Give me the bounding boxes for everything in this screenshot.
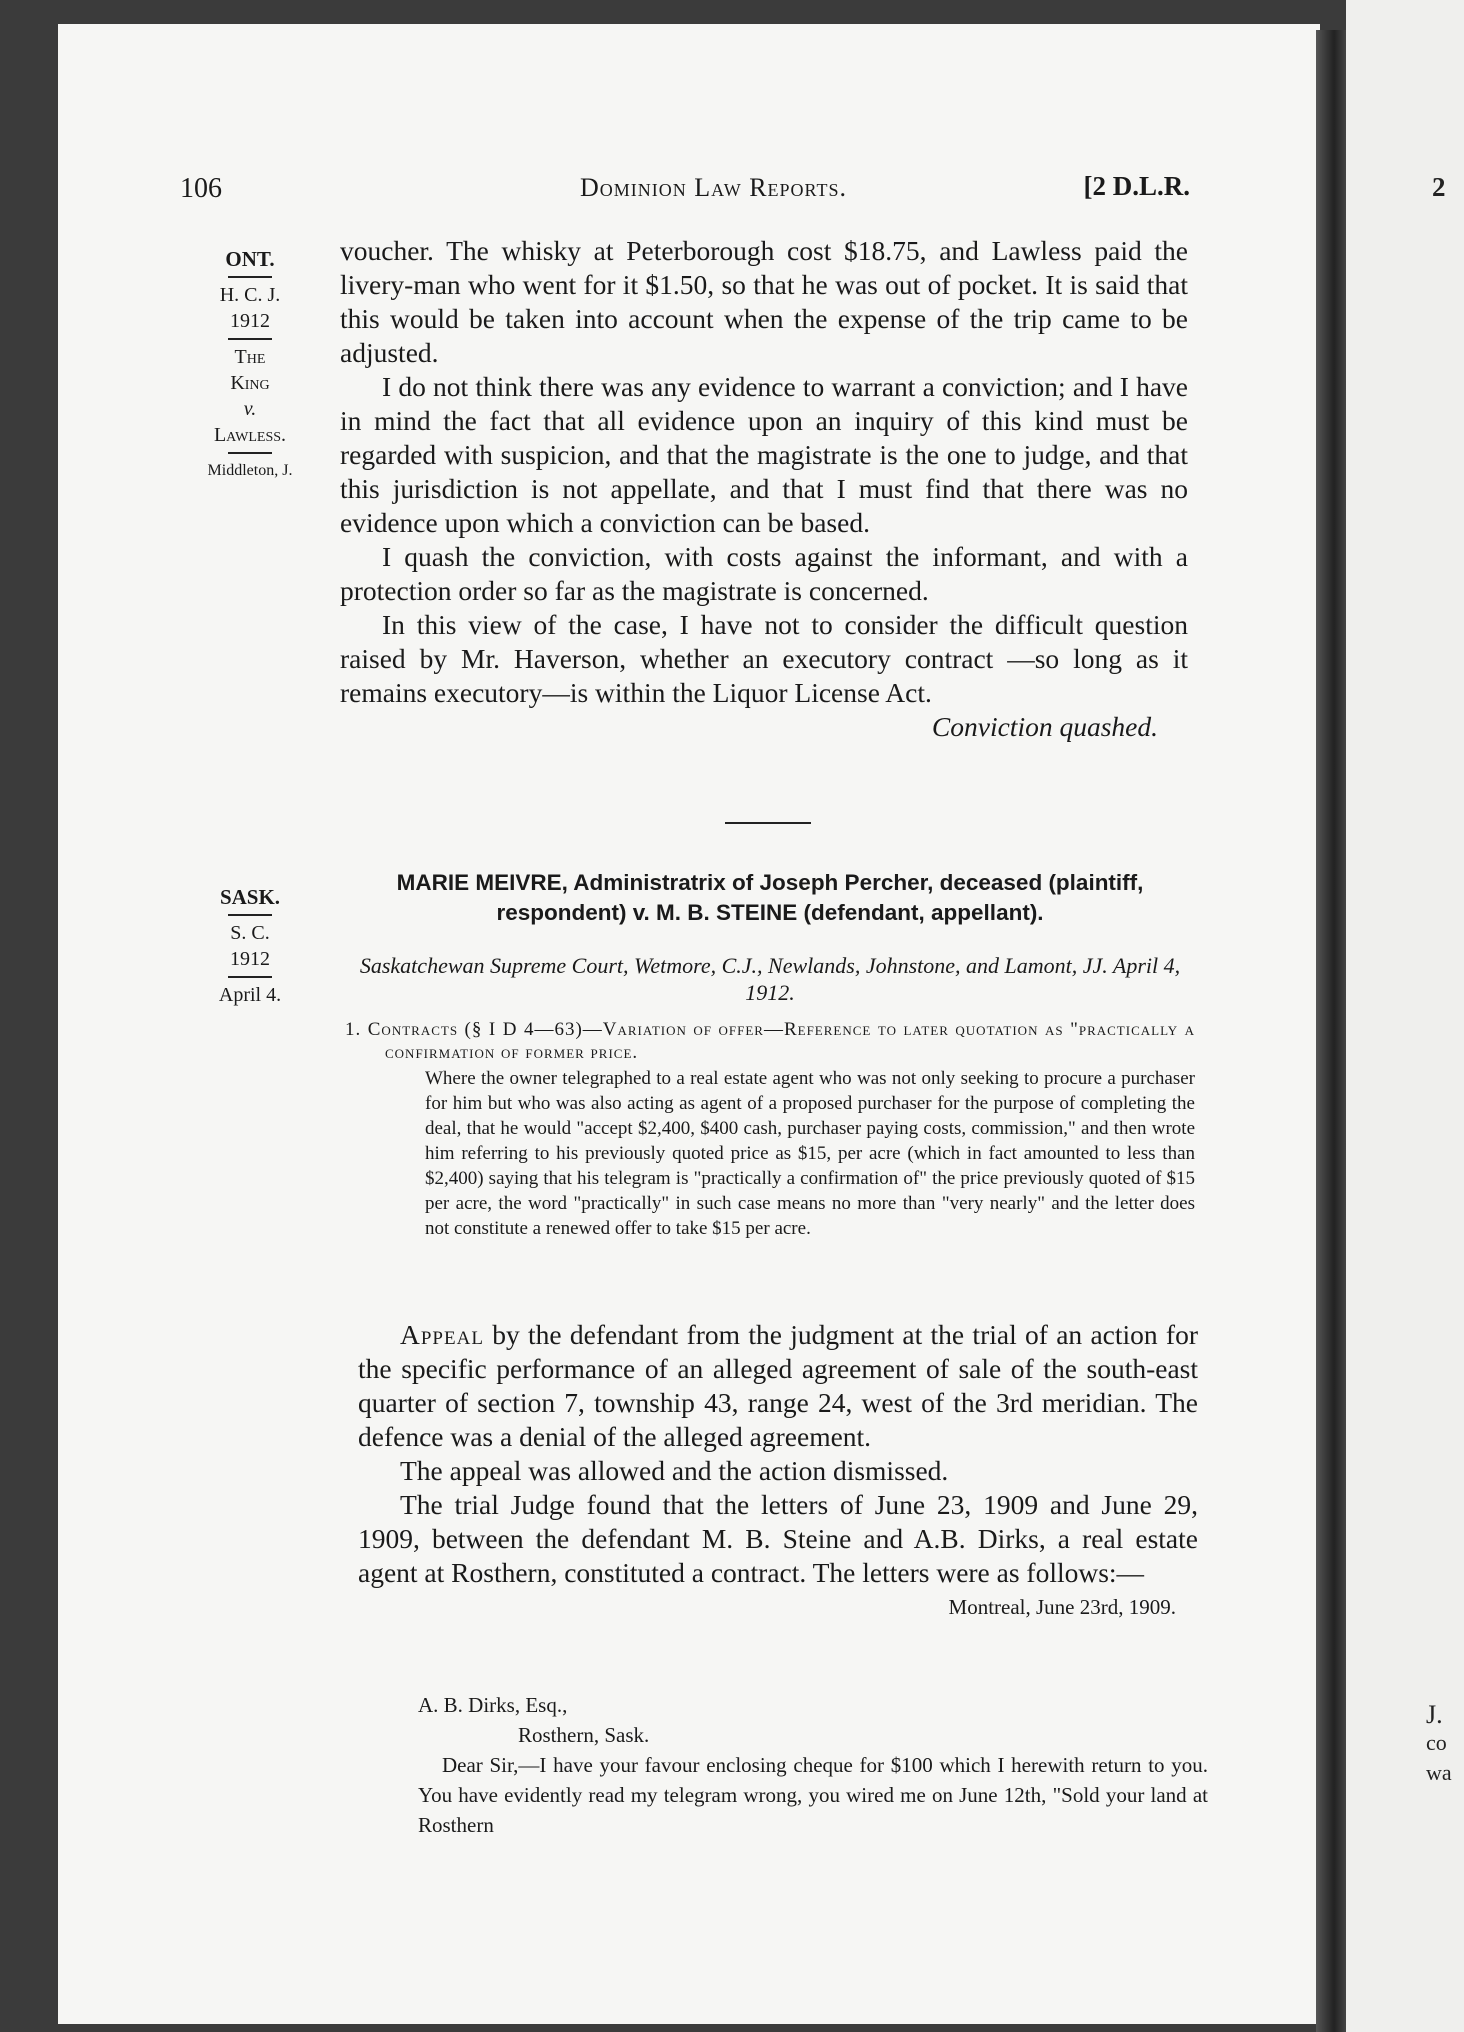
- margin-note-ont: [185, 246, 315, 484]
- judgment-continuation: [340, 234, 1188, 744]
- paragraph: The appeal was allowed and the action dismissed.: [400, 1455, 949, 1486]
- paragraph: voucher. The whisky at Peterborough cost $18.75, and Lawless paid the livery-man who went for it $1.50, so that he was out of pocket. It is said that this would be taken into account when the expense of the trip came to be adjusted.: [340, 235, 1188, 368]
- margin-judge: Middleton, J.: [207, 462, 293, 479]
- margin-year: 1912: [230, 948, 270, 970]
- volume-tag: [2 D.L.R.: [1083, 171, 1190, 201]
- margin-case-line: v.: [243, 398, 257, 420]
- case-title: MARIE MEIVRE, Administratrix of Joseph Percher, deceased (plaintiff, respondent) v. M. B. STEINE (defendant, appellant).: [396, 870, 1144, 925]
- paragraph: I quash the conviction, with costs against the informant, and with a protection order so far as the magistrate is concerned.: [340, 541, 1188, 606]
- margin-case-line: Lawless.: [213, 424, 287, 446]
- margin-province: ONT.: [225, 247, 275, 271]
- headnote: [345, 1018, 1195, 1241]
- letter-body: Dear Sir,—I have your favour enclosing cheque for $100 which I herewith return to you. You have evidently read my telegram wrong, you wired me on June 12th, "Sold your land at Rosthern: [418, 1753, 1208, 1837]
- letter-dateline: Montreal, June 23rd, 1909.: [948, 1595, 1176, 1619]
- paragraph: I do not think there was any evidence to warrant a conviction; and I have in mind the fact that all evidence upon an inquiry of this kind must be regarded with suspicion, and that the magistrate is the one to judge, and that this jurisdiction is not appellate, and that I must find that there was no evidence upon which a conviction can be based.: [340, 371, 1188, 538]
- running-head: [180, 173, 1190, 213]
- headnote-body: Where the owner telegraphed to a real estate agent who was not only seeking to procure a purchaser for him but who was also acting as agent of a proposed purchaser for the purpose of completing the deal, that he would "accept $2,400, $400 cash, purchaser paying costs, commission," and then wrote him referring to his previously quoted price as $15, per acre (which in fact amounted to less than $2,400) saying that his telegram is "practically a confirmation of" the price previously quoted of $15 per acre, the word "practically" in such case means no more than "very nearly" and the letter does not constitute a renewed offer to take $15 per acre.: [425, 1068, 1195, 1239]
- margin-rule: [228, 452, 272, 454]
- margin-rule: [228, 338, 272, 340]
- margin-rule: [228, 914, 272, 916]
- paragraph: [358, 1318, 1198, 1454]
- letter-place: Rosthern, Sask.: [518, 1723, 650, 1747]
- margin-rule: [228, 976, 272, 978]
- disposition: Conviction quashed.: [931, 711, 1158, 742]
- section-divider: [725, 822, 811, 824]
- margin-year: 1912: [230, 310, 270, 332]
- margin-rule: [228, 276, 272, 278]
- paragraph: The trial Judge found that the letters of June 23, 1909 and June 29, 1909, between the defendant M. B. Steine and A.B. Dirks, a real estate agent at Rosthern, constituted a contract. The letters were as follows:—: [358, 1489, 1198, 1588]
- margin-date: April 4.: [218, 984, 282, 1006]
- adjacent-page-edge: [1346, 0, 1464, 2032]
- appeal-statement: [358, 1318, 1198, 1624]
- paragraph: In this view of the case, I have not to consider the difficult question raised by Mr. Haverson, whether an executory contract —so long as it remains executory—is within the Liquor License Act.: [340, 609, 1188, 708]
- journal-title: Dominion Law Reports.: [580, 173, 847, 202]
- margin-court: S. C.: [230, 922, 270, 944]
- adjacent-page-fragment-b: co: [1426, 1730, 1447, 1755]
- appeal-lead: Appeal: [400, 1319, 484, 1350]
- quoted-letter: [418, 1690, 1208, 1840]
- page-number: 106: [180, 173, 222, 204]
- margin-case-line: King: [230, 372, 270, 394]
- appeal-text: by the defendant from the judgment at the trial of an action for the specific performance of an alleged agreement of sale of the south-east quarter of section 7, township 43, range 24, west of the 3rd meridian. The defence was a denial of the alleged agreement.: [358, 1319, 1198, 1452]
- letter-addressee: A. B. Dirks, Esq.,: [418, 1693, 568, 1717]
- court-and-date: Saskatchewan Supreme Court, Wetmore, C.J., Newlands, Johnstone, and Lamont, JJ. April 4, 1912.: [359, 953, 1181, 1005]
- book-gutter: [1316, 30, 1346, 2032]
- adjacent-page-fragment-c: wa: [1426, 1760, 1452, 1785]
- margin-case-line: The: [234, 346, 266, 368]
- margin-court: H. C. J.: [219, 284, 281, 306]
- adjacent-page-fragment-a: J.: [1426, 1700, 1443, 1729]
- headnote-title: 1. Contracts (§ I D 4—63)—Variation of offer—Reference to later quotation as "practically a confirmation of former price.: [345, 1019, 1195, 1063]
- margin-note-sask: [185, 884, 315, 1008]
- margin-province: SASK.: [219, 885, 281, 909]
- adjacent-page-fragment-top: 2: [1432, 172, 1446, 202]
